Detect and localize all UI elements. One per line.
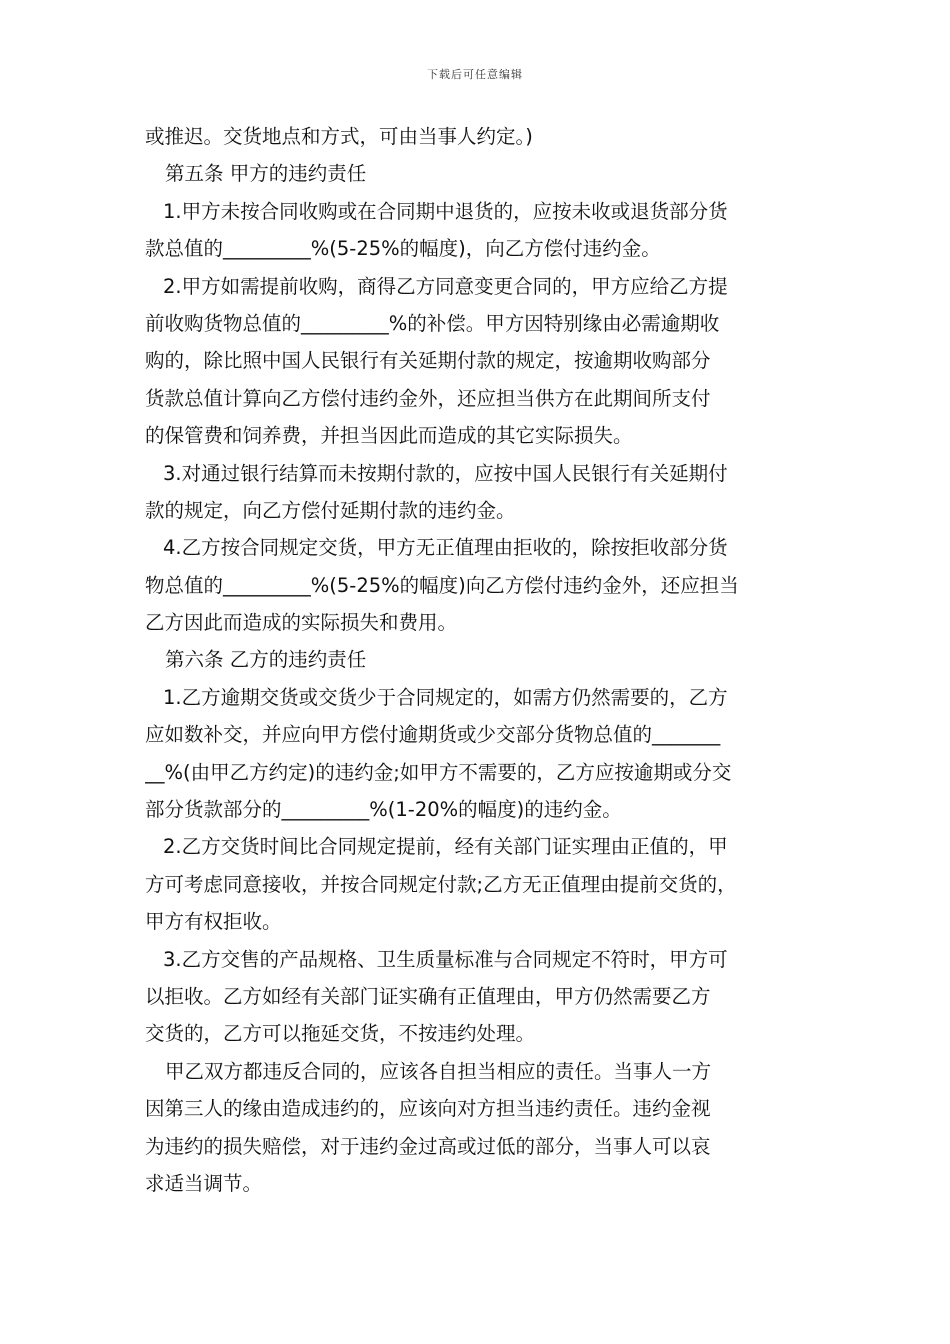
text-line: 2.乙方交货时间比合同规定提前，经有关部门证实理由正值的，甲	[163, 835, 728, 859]
text-line: 3.乙方交售的产品规格、卫生质量标准与合同规定不符时，甲方可	[163, 947, 728, 971]
text-line: 款总值的_________%(5-25%的幅度)，向乙方偿付违约金。	[145, 237, 661, 261]
text-line: 1.乙方逾期交货或交货少于合同规定的，如需方仍然需要的，乙方	[163, 685, 728, 709]
text-line: 甲方有权拒收。	[145, 910, 282, 934]
text-line: 为违约的损失赔偿，对于违约金过高或过低的部分，当事人可以哀	[145, 1134, 711, 1158]
text-line: 或推迟。交货地点和方式，可由当事人约定。)	[145, 125, 533, 148]
text-line: 乙方因此而造成的实际损失和费用。	[145, 611, 458, 635]
text-line: 求适当调节。	[145, 1171, 263, 1195]
text-line: 交货的，乙方可以拖延交货，不按违约处理。	[145, 1022, 536, 1046]
text-line: 方可考虑同意接收，并按合同规定付款;乙方无正值理由提前交货的，	[145, 872, 737, 896]
text-line: __%(由甲乙方约定)的违约金;如甲方不需要的，乙方应按逾期或分交	[145, 760, 732, 784]
text-line: 购的，除比照中国人民银行有关延期付款的规定，按逾期收购部分	[145, 349, 711, 373]
article-heading: 第六条 乙方的违约责任	[165, 648, 367, 672]
text-line: 1.甲方未按合同收购或在合同期中退货的，应按未收或退货部分货	[163, 199, 728, 223]
text-line: 甲乙双方都违反合同的，应该各自担当相应的责任。当事人一方	[165, 1059, 712, 1083]
text-line: 因第三人的缘由造成违约的，应该向对方担当违约责任。违约金视	[145, 1097, 711, 1121]
text-line: 物总值的_________%(5-25%的幅度)向乙方偿付违约金外，还应担当	[145, 573, 739, 597]
text-line: 应如数补交，并应向甲方偿付逾期货或少交部分货物总值的_______	[145, 723, 721, 747]
text-line: 3.对通过银行结算而未按期付款的，应按中国人民银行有关延期付	[163, 461, 728, 485]
text-line: 以拒收。乙方如经有关部门证实确有正值理由，甲方仍然需要乙方	[145, 984, 711, 1008]
text-line: 2.甲方如需提前收购，商得乙方同意变更合同的，甲方应给乙方提	[163, 274, 728, 298]
text-line: 部分货款部分的_________%(1-20%的幅度)的违约金。	[145, 798, 622, 822]
text-line: 款的规定，向乙方偿付延期付款的违约金。	[145, 498, 516, 522]
page-header: 下载后可任意编辑	[427, 68, 523, 81]
document-body	[145, 118, 810, 1202]
text-line: 4.乙方按合同规定交货，甲方无正值理由拒收的，除按拒收部分货	[163, 536, 728, 560]
article-heading: 第五条 甲方的违约责任	[165, 162, 367, 186]
text-line: 货款总值计算向乙方偿付违约金外，还应担当供方在此期间所支付	[145, 386, 711, 410]
text-line: 前收购货物总值的_________%的补偿。甲方因特别缘由必需逾期收	[145, 311, 720, 335]
text-line: 的保管费和饲养费，并担当因此而造成的其它实际损失。	[145, 424, 633, 448]
